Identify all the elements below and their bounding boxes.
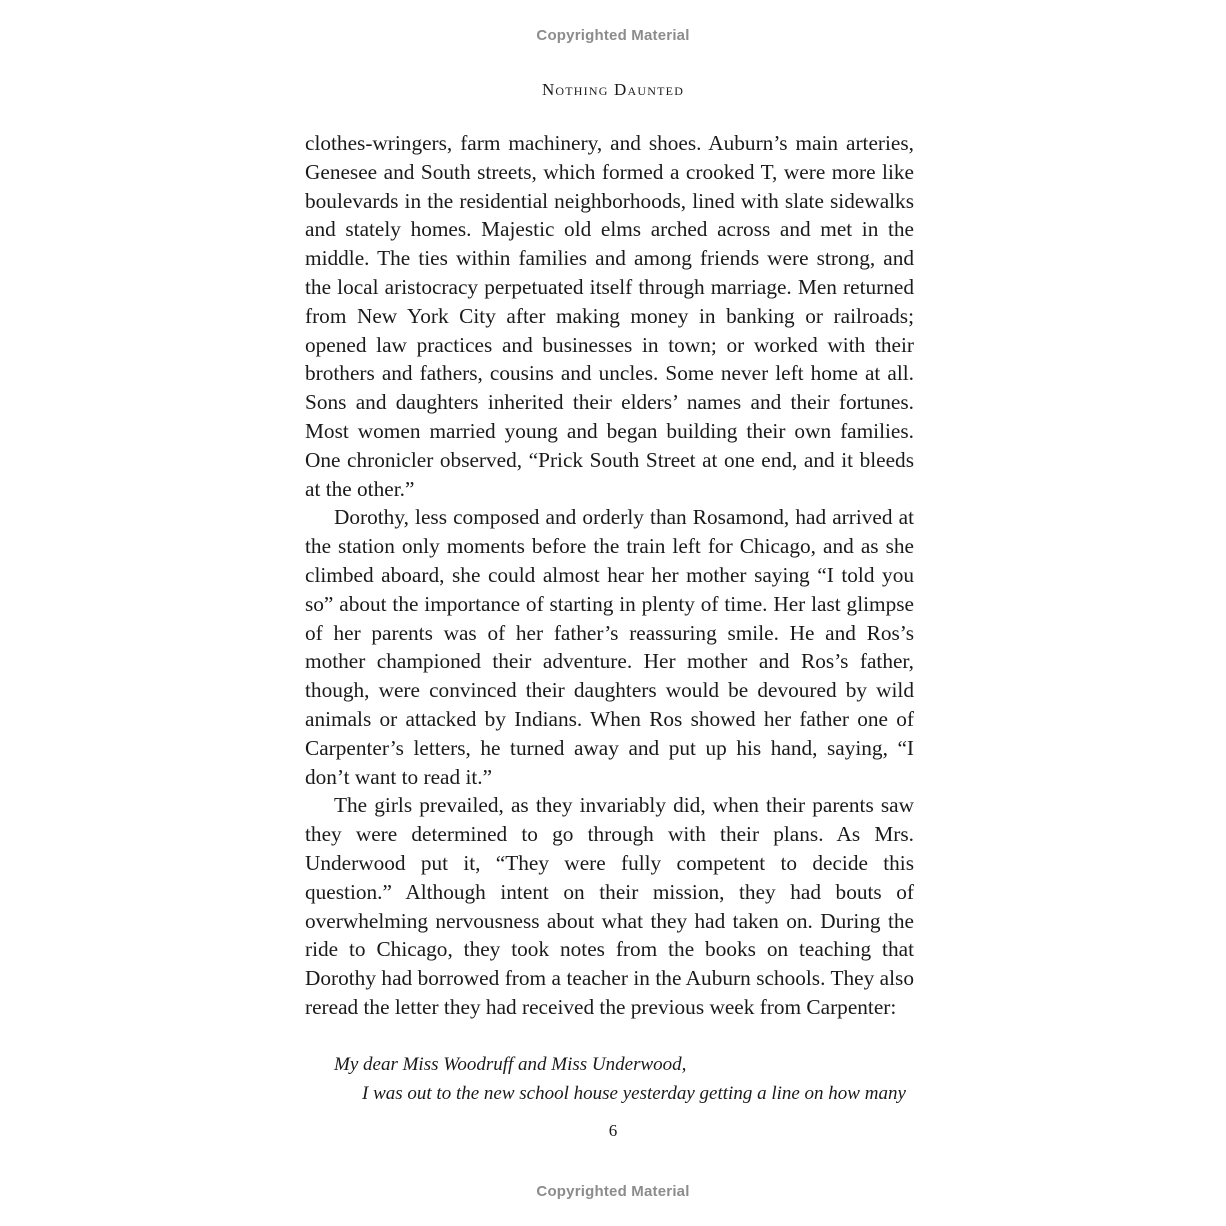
paragraph-2: Dorothy, less composed and orderly than Rosamond, had arrived at the station only moments before the train left for Chicago, and as she climbed aboard, she could almost hear her mother saying “I told you so” about the importance of starting in plenty of time. Her last glimpse of her parents was of her father’s reassuring smile. He and Ros’s mother championed their adventure. Her mother and Ros’s father, though, were convinced their daughters would be devoured by wild animals or attacked by Indians. When Ros showed her father one of Carpenter’s letters, he turned away and put up his hand, saying, “I don’t want to read it.” xyxy=(305,505,914,789)
running-head: Nothing Daunted xyxy=(541,80,685,99)
copyright-watermark-top: Copyrighted Material xyxy=(536,27,690,44)
copyright-watermark-bottom: Copyrighted Material xyxy=(536,1183,690,1200)
letter-body: I was out to the new school house yesterday getting a line on how many xyxy=(362,1083,906,1104)
letter-salutation: My dear Miss Woodruff and Miss Underwood, xyxy=(334,1054,687,1075)
paragraph-1: clothes-wringers, farm machinery, and shoes. Auburn’s main arteries, Genesee and South streets, which formed a crooked T, were more like boulevards in the residential neighborhoods, lined with slate sidewalks and stately homes. Majestic old elms arched across and met in the middle. The ties within families and among friends were strong, and the local aristocracy perpetuated itself through marriage. Men returned from New York City after making money in banking or railroads; opened law practices and businesses in town; or worked with their brothers and fathers, cousins and uncles. Some never left home at all. Sons and daughters inherited their elders’ names and their fortunes. Most women married young and began building their own families. One chronicler observed, “Prick South Street at one end, and it bleeds at the other.” xyxy=(305,131,914,501)
body-text xyxy=(305,129,914,1022)
paragraph-3: The girls prevailed, as they invariably did, when their parents saw they were determined to go through with their plans. As Mrs. Underwood put it, “They were fully competent to decide this question.” Although intent on their mission, they had bouts of overwhelming nervousness about what they had taken on. During the ride to Chicago, they took notes from the books on teaching that Dorothy had borrowed from a teacher in the Auburn schools. They also reread the letter they had received the previous week from Carpenter: xyxy=(305,793,914,1019)
page-number: 6 xyxy=(608,1121,618,1140)
letter-excerpt xyxy=(334,1050,914,1108)
